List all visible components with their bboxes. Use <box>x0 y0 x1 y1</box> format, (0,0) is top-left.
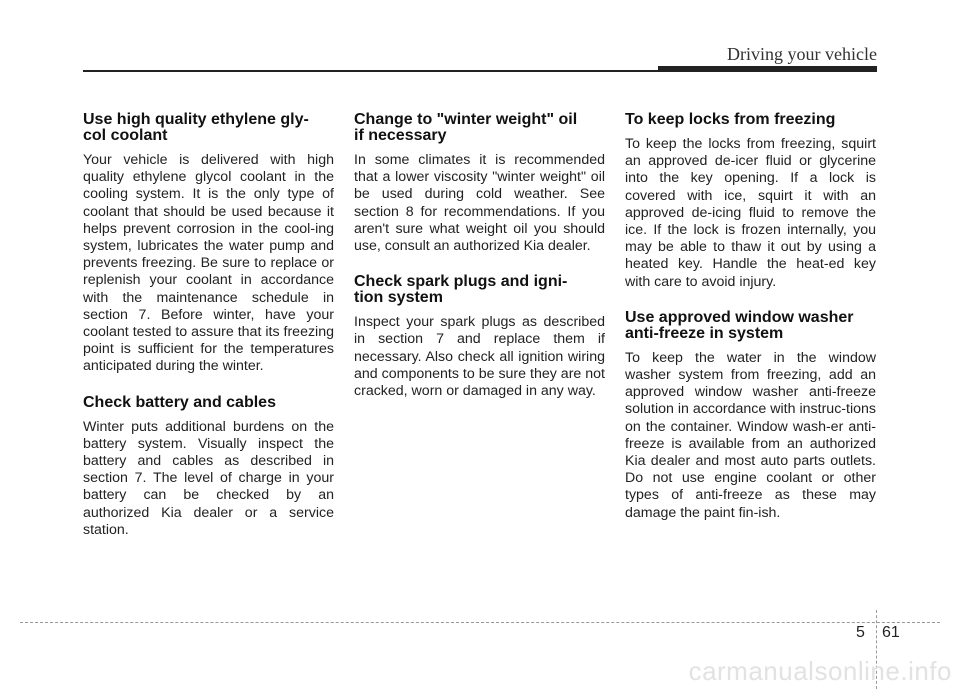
watermark: carmanualsonline.info <box>688 656 952 686</box>
paragraph-coolant: Your vehicle is delivered with high quality ethylene glycol coolant in the cooling system. It is the only type of coolant that should be used because it helps prevent corrosion in the cool-ing system, lubricates the water pump and prevents freezing. Be sure to replace or replenish your coolant in accordance with the maintenance schedule in section 7. Before winter, have your coolant tested to assure that its freezing point is sufficient for the temperatures anticipated during the winter. <box>83 152 334 375</box>
paragraph-oil: In some climates it is recommended that a lower viscosity "winter weight" oil be used during cold weather. See section 8 for recommendations. If you aren't sure what weight oil you should use, consult an authorized Kia dealer. <box>354 152 605 255</box>
section-title: Driving your vehicle <box>727 44 877 64</box>
heading-locks: To keep locks from freezing <box>625 111 836 128</box>
paragraph-spark-plugs: Inspect your spark plugs as described in section 7 and replace them if necessary. Also check all ignition wiring and components to be sure they are not cracked, worn or damaged in any way. <box>354 314 605 400</box>
page-number: 61 <box>882 624 900 641</box>
paragraph-battery: Winter puts additional burdens on the battery system. Visually inspect the battery and cables as described in section 7. The level of charge in your battery can be checked by an authorized Kia dealer or a service station. <box>83 418 334 538</box>
header-rule <box>83 70 661 72</box>
heading-washer: Use approved window washer anti-freeze in system <box>625 308 854 342</box>
column-2 <box>354 112 605 419</box>
paragraph-locks: To keep the locks from freezing, squirt an approved de-icer fluid or glycerine into the key opening. If a lock is covered with ice, squirt it with an approved de-icing fluid to remove the ice. If the lock is frozen internally, you may be able to thaw it out by using a heated key. Handle the heat-ed key with care to avoid injury. <box>625 136 876 290</box>
column-3 <box>625 112 876 541</box>
heading-battery: Check battery and cables <box>83 393 276 411</box>
chapter-number: 5 <box>856 624 865 641</box>
paragraph-washer: To keep the water in the window washer system from freezing, add an approved window washer anti-freeze solution in accordance with instruc-tions on the container. Window wash-er anti-freeze is available from an authorized Kia dealer and most auto parts outlets. Do not use engine coolant or other types of anti-freeze as these may damage the paint fin-ish. <box>625 349 876 521</box>
heading-spark-plugs: Check spark plugs and igni- tion system <box>354 273 568 307</box>
heading-oil: Change to "winter weight" oil if necessary <box>354 111 578 144</box>
column-1 <box>83 112 334 558</box>
header-rule-accent <box>658 66 877 72</box>
footer-rule <box>20 622 940 623</box>
heading-coolant: Use high quality ethylene gly- col coolant <box>83 111 309 144</box>
